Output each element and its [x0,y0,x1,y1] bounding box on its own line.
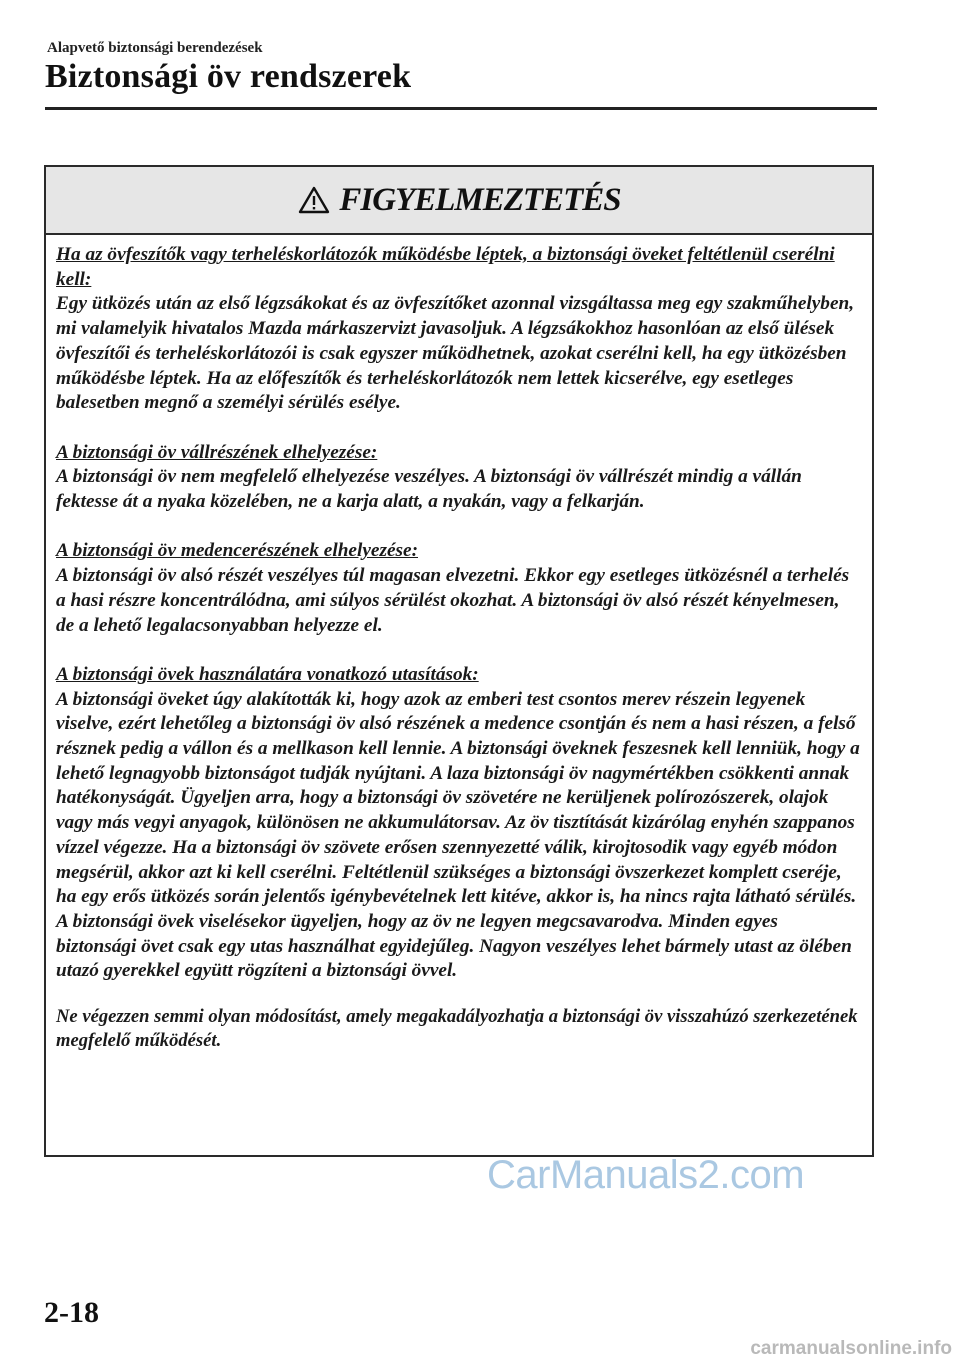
warning-closing [56,1005,862,1054]
section-text: Egy ütközés után az első légzsákokat és az övfeszítőket azonnal vizsgáltassa meg egy szakműhelyben, mi valamelyik hivatalos Mazda márkaszervizt javasoljuk. A légzsákokhoz hasonlóan az első ülések övfeszítői és terheléskorlátozói is csak egyszer működhetnek, azokat cserélni kell, ha egy ütközésben működésbe léptek. Ha az előfeszítők és terheléskorlátozók nem lettek kicserélve, egy esetleges balesetben megnő a személyi sérülés esélye. [56,293,855,414]
warning-section-shoulder-belt [56,441,862,515]
title-divider [45,107,877,110]
warning-triangle-icon [297,185,331,215]
warning-box [44,165,874,1157]
warning-section-usage-instructions [56,663,862,984]
section-heading: A biztonsági öv vállrészének elhelyezése: [56,441,378,463]
site-watermark: CarManuals2.com [487,1153,805,1197]
section-heading: A biztonsági öv medencerészének elhelyezése: [56,540,418,562]
section-heading: Ha az övfeszítők vagy terheléskorlátozók működésbe léptek, a biztonsági öveket feltétlenül cserélni kell: [56,244,835,290]
section-heading: A biztonsági övek használatára vonatkozó utasítások: [56,663,479,685]
footer-watermark: carmanualsonline.info [750,1338,952,1359]
warning-body [56,243,862,1079]
section-text: A biztonsági öv alsó részét veszélyes túl magasan elvezetni. Ekkor egy esetleges ütközésnél a terhelés a hasi részre koncentrálódna, ami súlyos sérülést okozhat. A biztonsági öv alsó részét kényelmesen, de a lehető legalacsonyabban helyezze el. [56,565,850,636]
warning-title: FIGYELMEZTETÉS [339,181,621,218]
page-title: Biztonsági öv rendszerek [45,58,412,95]
closing-text: Ne végezzen semmi olyan módosítást, amely megakadályozhatja a biztonsági öv visszahúzó szerkezetének megfelelő működését. [56,1005,858,1052]
page-number: 2-18 [44,1296,99,1329]
section-breadcrumb: Alapvető biztonsági berendezések [47,40,263,56]
warning-header [46,167,872,235]
warning-section-lap-belt [56,539,862,638]
warning-section-pretensioners [56,243,862,416]
section-text: A biztonsági öveket úgy alakították ki, hogy azok az emberi test csontos merev részein legyenek viselve, ezért lehetőleg a biztonsági öv alsó részének a medence csontján és nem a hasi részen, a felső résznek pedig a vállon és a mellkason kell lennie. A biztonsági öveknek feszesnek kell lenniük, hogy a lehető legnagyobb biztonságot tudják nyújtani. A laza biztonsági öv nagymértékben csökkenti annak hatékonyságát. Ügyeljen arra, hogy a biztonsági öv szövetére ne kerüljenek polírozószerek, olajok vagy más vegyi anyagok, különösen ne akkumulátorsav. Az öv tisztítását kizárólag enyhén szappanos vízzel végezze. Ha a biztonsági öv szövete erősen szennyezetté válik, kirojtosodik vagy egyéb módon megsérül, akkor azt ki kell cserélni. Feltétlenül szükséges a biztonsági övszerkezet komplett cseréje, ha egy erős ütközés során jelentős igénybevételnek lett kitéve, akkor is, ha nincs rajta látható sérülés. A biztonsági övek viselésekor ügyeljen, hogy az öv ne legyen megcsavarodva. Minden egyes biztonsági övet csak egy utas használhat egyidejűleg. Nagyon veszélyes lehet bármely utast az ölében utazó gyerekkel együtt rögzíteni a biztonsági övvel. [56,688,860,982]
section-text: A biztonsági öv nem megfelelő elhelyezése veszélyes. A biztonsági öv vállrészét mindig a vállán fektesse át a nyaka közelében, ne a karja alatt, a nyakán, vagy a felkarján. [56,466,802,513]
